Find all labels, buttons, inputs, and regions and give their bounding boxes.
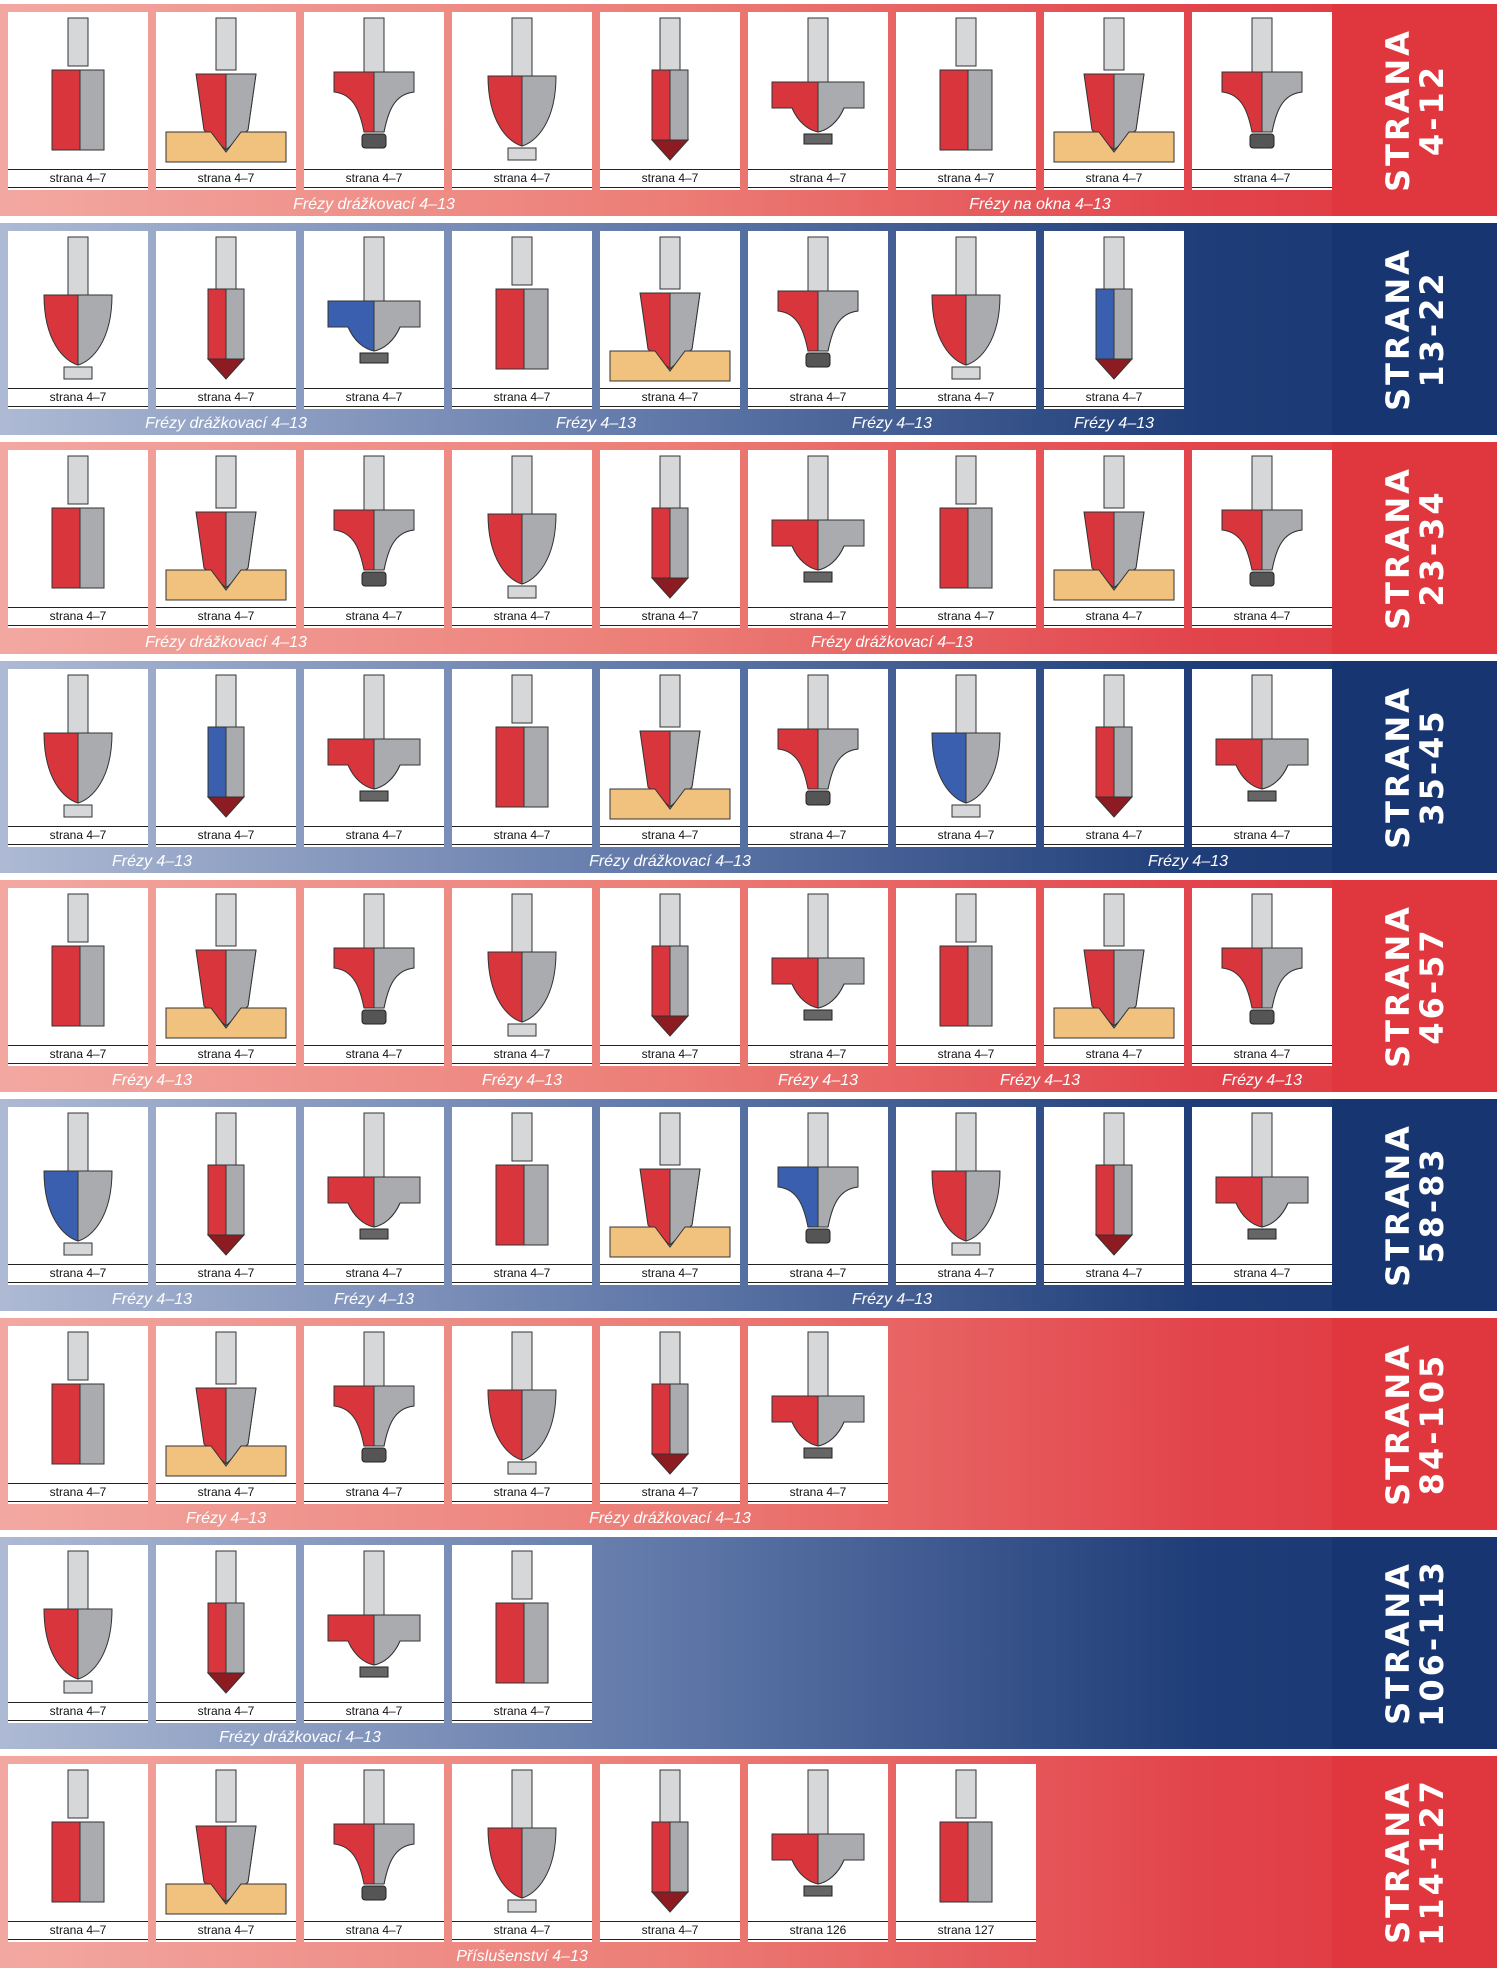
tile-caption: strana 4–7 — [600, 1045, 740, 1064]
page-range-label — [1378, 1778, 1451, 1946]
tile-caption: strana 4–7 — [748, 388, 888, 407]
tile-caption: strana 4–7 — [8, 826, 148, 845]
tile-caption: strana 4–7 — [304, 388, 444, 407]
tile-caption: strana 4–7 — [8, 1921, 148, 1940]
product-tile — [304, 669, 444, 847]
router-bit-icon — [1192, 450, 1332, 605]
product-tile — [896, 669, 1036, 847]
category-group-label: Frézy 4–13 — [333, 1291, 415, 1308]
tile-caption: strana 4–7 — [304, 826, 444, 845]
category-group-label: Frézy drážkovací 4–13 — [145, 634, 307, 651]
page-band-1 — [0, 4, 1497, 216]
tile-caption: strana 4–7 — [8, 169, 148, 188]
page-band-3 — [0, 442, 1497, 654]
tile-caption: strana 4–7 — [8, 1045, 148, 1064]
product-tile — [452, 888, 592, 1066]
router-bit-icon — [452, 888, 592, 1043]
router-bit-icon — [1044, 231, 1184, 386]
router-bit-icon — [156, 12, 296, 167]
tile-caption: strana 4–7 — [304, 1921, 444, 1940]
page-range-number: 23-34 — [1412, 489, 1451, 607]
tile-caption: strana 4–7 — [1192, 1264, 1332, 1283]
product-tile — [452, 669, 592, 847]
router-bit-icon — [600, 12, 740, 167]
category-group-label: Frézy 4–13 — [1221, 1072, 1303, 1089]
page-range-tab — [1332, 4, 1497, 216]
router-bit-icon — [896, 231, 1036, 386]
product-tile — [1192, 1107, 1332, 1285]
page-range-label — [1378, 28, 1451, 192]
router-bit-icon — [304, 1545, 444, 1700]
product-tile — [8, 1107, 148, 1285]
router-bit-icon — [8, 1107, 148, 1262]
strana-word: STRANA — [1378, 1780, 1417, 1944]
category-group-label: Příslušenství 4–13 — [456, 1948, 588, 1965]
category-group-label: Frézy 4–13 — [185, 1510, 267, 1527]
router-bit-icon — [156, 1107, 296, 1262]
category-group-label: Frézy 4–13 — [999, 1072, 1081, 1089]
tile-caption: strana 4–7 — [896, 1045, 1036, 1064]
router-bit-icon — [452, 231, 592, 386]
tile-caption: strana 4–7 — [600, 1921, 740, 1940]
router-bit-icon — [1192, 669, 1332, 824]
router-bit-icon — [1044, 450, 1184, 605]
router-bit-icon — [1044, 888, 1184, 1043]
tile-caption: strana 4–7 — [452, 1483, 592, 1502]
router-bit-icon — [748, 669, 888, 824]
product-tile — [1192, 12, 1332, 190]
page-band-9 — [0, 1756, 1497, 1968]
router-bit-icon — [8, 12, 148, 167]
page-range-tab — [1332, 1756, 1497, 1968]
product-tile — [8, 669, 148, 847]
product-tile — [1044, 450, 1184, 628]
page-range-number: 4-12 — [1412, 63, 1451, 157]
page-range-tab — [1332, 1537, 1497, 1749]
product-tile — [304, 1326, 444, 1504]
page-range-label — [1378, 466, 1451, 630]
tile-caption: strana 4–7 — [748, 1264, 888, 1283]
category-group-label: Frézy 4–13 — [777, 1072, 859, 1089]
page-range-tab — [1332, 1318, 1497, 1530]
product-tile — [896, 1107, 1036, 1285]
tile-caption: strana 4–7 — [304, 1483, 444, 1502]
router-bit-icon — [748, 450, 888, 605]
tile-caption: strana 4–7 — [452, 1045, 592, 1064]
product-tile — [304, 1545, 444, 1723]
page-range-label — [1378, 1123, 1451, 1287]
product-tile — [156, 669, 296, 847]
product-tile — [8, 1545, 148, 1723]
product-tile — [896, 231, 1036, 409]
router-bit-icon — [8, 669, 148, 824]
category-group-label: Frézy 4–13 — [555, 415, 637, 432]
router-bit-icon — [452, 12, 592, 167]
tile-caption: strana 4–7 — [748, 169, 888, 188]
router-bit-icon — [452, 1326, 592, 1481]
product-tile — [600, 888, 740, 1066]
product-tile — [748, 888, 888, 1066]
router-bit-icon — [748, 12, 888, 167]
tile-caption: strana 4–7 — [896, 607, 1036, 626]
router-bit-icon — [748, 1326, 888, 1481]
page-range-label — [1378, 904, 1451, 1068]
tile-caption: strana 4–7 — [304, 1045, 444, 1064]
product-tile — [1192, 450, 1332, 628]
router-bit-icon — [156, 669, 296, 824]
router-bit-icon — [304, 888, 444, 1043]
page-band-2 — [0, 223, 1497, 435]
product-tile — [1044, 888, 1184, 1066]
tile-caption: strana 4–7 — [1192, 826, 1332, 845]
product-tile — [304, 12, 444, 190]
tile-caption: strana 4–7 — [304, 1702, 444, 1721]
router-bit-icon — [1044, 12, 1184, 167]
tile-caption: strana 4–7 — [1192, 607, 1332, 626]
page-range-number: 46-57 — [1412, 927, 1451, 1045]
product-tile — [8, 888, 148, 1066]
strana-word: STRANA — [1378, 685, 1417, 849]
tile-caption: strana 127 — [896, 1921, 1036, 1940]
product-tile — [304, 1764, 444, 1942]
product-tile — [1192, 888, 1332, 1066]
product-tile — [8, 1764, 148, 1942]
tile-caption: strana 4–7 — [8, 607, 148, 626]
tile-caption: strana 4–7 — [896, 388, 1036, 407]
tile-caption: strana 4–7 — [896, 826, 1036, 845]
product-tile — [452, 12, 592, 190]
product-tile — [156, 1326, 296, 1504]
router-bit-icon — [600, 231, 740, 386]
tile-caption: strana 4–7 — [748, 1045, 888, 1064]
product-tile — [748, 1107, 888, 1285]
router-bit-icon — [600, 1764, 740, 1919]
strana-word: STRANA — [1378, 466, 1417, 630]
product-tile — [748, 12, 888, 190]
tile-caption: strana 4–7 — [156, 1045, 296, 1064]
page-range-label — [1378, 685, 1451, 849]
page-range-number: 58-83 — [1412, 1146, 1451, 1264]
router-bit-icon — [8, 231, 148, 386]
router-bit-icon — [748, 1764, 888, 1919]
product-tile — [1044, 12, 1184, 190]
router-bit-icon — [1044, 669, 1184, 824]
tile-caption: strana 4–7 — [748, 826, 888, 845]
tile-caption: strana 4–7 — [304, 169, 444, 188]
product-tile — [1044, 1107, 1184, 1285]
product-tile — [896, 12, 1036, 190]
tile-caption: strana 4–7 — [304, 1264, 444, 1283]
tile-caption: strana 4–7 — [156, 1921, 296, 1940]
product-tile — [600, 1764, 740, 1942]
router-bit-icon — [304, 1326, 444, 1481]
page-range-label — [1378, 1342, 1451, 1506]
tile-caption: strana 4–7 — [452, 1702, 592, 1721]
router-bit-icon — [748, 1107, 888, 1262]
page-range-tab — [1332, 880, 1497, 1092]
product-tile — [748, 231, 888, 409]
router-bit-icon — [8, 450, 148, 605]
product-tile — [600, 1107, 740, 1285]
product-tile — [156, 888, 296, 1066]
router-bit-icon — [8, 1545, 148, 1700]
tile-caption: strana 4–7 — [304, 607, 444, 626]
router-bit-icon — [1192, 12, 1332, 167]
page-band-8 — [0, 1537, 1497, 1749]
product-tile — [8, 1326, 148, 1504]
product-tile — [748, 450, 888, 628]
router-bit-icon — [452, 1764, 592, 1919]
product-tile — [156, 1764, 296, 1942]
router-bit-icon — [600, 1326, 740, 1481]
tile-caption: strana 4–7 — [896, 1264, 1036, 1283]
page-band-6 — [0, 1099, 1497, 1311]
tile-caption: strana 4–7 — [156, 607, 296, 626]
router-bit-icon — [896, 1107, 1036, 1262]
tile-caption: strana 4–7 — [452, 1921, 592, 1940]
product-tile — [896, 450, 1036, 628]
tile-caption: strana 4–7 — [8, 388, 148, 407]
product-tile — [748, 669, 888, 847]
category-group-label: Frézy 4–13 — [111, 1072, 193, 1089]
router-bit-icon — [600, 450, 740, 605]
router-bit-icon — [1192, 1107, 1332, 1262]
router-bit-icon — [1044, 1107, 1184, 1262]
tile-caption: strana 4–7 — [8, 1483, 148, 1502]
product-tile — [452, 1764, 592, 1942]
page-range-number: 84-105 — [1412, 1352, 1451, 1496]
tile-caption: strana 4–7 — [600, 607, 740, 626]
strana-word: STRANA — [1378, 28, 1417, 192]
tile-caption: strana 4–7 — [1044, 388, 1184, 407]
strana-word: STRANA — [1378, 1561, 1417, 1725]
router-bit-icon — [156, 1326, 296, 1481]
strana-word: STRANA — [1378, 247, 1417, 411]
product-tile — [452, 1326, 592, 1504]
tile-caption: strana 4–7 — [156, 1264, 296, 1283]
product-tile — [8, 12, 148, 190]
router-bit-icon — [452, 450, 592, 605]
router-bit-icon — [896, 12, 1036, 167]
tile-caption: strana 4–7 — [748, 607, 888, 626]
product-tile — [304, 888, 444, 1066]
category-group-label: Frézy 4–13 — [1147, 853, 1229, 870]
router-bit-icon — [156, 231, 296, 386]
tile-caption: strana 4–7 — [1044, 169, 1184, 188]
product-tile — [156, 231, 296, 409]
product-tile — [452, 1545, 592, 1723]
router-bit-icon — [1192, 888, 1332, 1043]
tile-caption: strana 4–7 — [748, 1483, 888, 1502]
router-bit-icon — [156, 888, 296, 1043]
category-group-label: Frézy 4–13 — [111, 853, 193, 870]
strana-word: STRANA — [1378, 904, 1417, 1068]
product-tile — [600, 1326, 740, 1504]
tile-caption: strana 4–7 — [1192, 1045, 1332, 1064]
router-bit-icon — [600, 1107, 740, 1262]
product-tile — [896, 1764, 1036, 1942]
router-bit-icon — [896, 669, 1036, 824]
product-tile — [156, 12, 296, 190]
router-bit-icon — [8, 1326, 148, 1481]
category-group-label: Frézy 4–13 — [851, 1291, 933, 1308]
category-group-label: Frézy na okna 4–13 — [969, 196, 1111, 213]
tile-caption: strana 4–7 — [600, 1483, 740, 1502]
category-group-label: Frézy 4–13 — [111, 1291, 193, 1308]
page-band-5 — [0, 880, 1497, 1092]
page-band-7 — [0, 1318, 1497, 1530]
tile-caption: strana 4–7 — [1044, 1045, 1184, 1064]
product-tile — [452, 231, 592, 409]
router-bit-icon — [896, 450, 1036, 605]
router-bit-icon — [156, 1764, 296, 1919]
product-tile — [1192, 669, 1332, 847]
product-tile — [304, 231, 444, 409]
page-range-tab — [1332, 223, 1497, 435]
product-tile — [156, 1545, 296, 1723]
category-group-label: Frézy 4–13 — [851, 415, 933, 432]
product-tile — [1044, 231, 1184, 409]
category-group-label: Frézy 4–13 — [481, 1072, 563, 1089]
category-group-label: Frézy drážkovací 4–13 — [589, 1510, 751, 1527]
router-bit-icon — [896, 1764, 1036, 1919]
tile-caption: strana 4–7 — [156, 1702, 296, 1721]
router-bit-icon — [304, 1107, 444, 1262]
category-group-label: Frézy drážkovací 4–13 — [589, 853, 751, 870]
product-tile — [304, 1107, 444, 1285]
page-band-4 — [0, 661, 1497, 873]
router-bit-icon — [156, 450, 296, 605]
router-bit-icon — [8, 1764, 148, 1919]
tile-caption: strana 4–7 — [8, 1264, 148, 1283]
product-tile — [452, 450, 592, 628]
strana-word: STRANA — [1378, 1123, 1417, 1287]
product-tile — [452, 1107, 592, 1285]
tile-caption: strana 4–7 — [1192, 169, 1332, 188]
tile-caption: strana 4–7 — [452, 607, 592, 626]
product-tile — [1044, 669, 1184, 847]
tile-caption: strana 4–7 — [156, 169, 296, 188]
strana-word: STRANA — [1378, 1342, 1417, 1506]
router-bit-icon — [452, 1545, 592, 1700]
product-tile — [600, 231, 740, 409]
product-tile — [8, 231, 148, 409]
tile-caption: strana 4–7 — [452, 388, 592, 407]
category-group-label: Frézy drážkovací 4–13 — [219, 1729, 381, 1746]
router-bit-icon — [156, 1545, 296, 1700]
tile-caption: strana 4–7 — [600, 826, 740, 845]
category-group-label: Frézy drážkovací 4–13 — [293, 196, 455, 213]
tile-caption: strana 4–7 — [600, 1264, 740, 1283]
tile-caption: strana 4–7 — [156, 1483, 296, 1502]
page-range-label — [1378, 247, 1451, 411]
router-bit-icon — [304, 450, 444, 605]
router-bit-icon — [600, 669, 740, 824]
tile-caption: strana 126 — [748, 1921, 888, 1940]
product-tile — [600, 669, 740, 847]
product-tile — [600, 450, 740, 628]
page-range-number: 35-45 — [1412, 708, 1451, 826]
product-tile — [748, 1326, 888, 1504]
page-range-label — [1378, 1559, 1451, 1727]
product-tile — [8, 450, 148, 628]
page-range-number: 114-127 — [1412, 1778, 1451, 1946]
tile-caption: strana 4–7 — [8, 1702, 148, 1721]
page-range-number: 13-22 — [1412, 270, 1451, 388]
router-bit-icon — [896, 888, 1036, 1043]
router-bit-icon — [304, 12, 444, 167]
product-tile — [156, 450, 296, 628]
page-range-tab — [1332, 661, 1497, 873]
tile-caption: strana 4–7 — [1044, 826, 1184, 845]
router-bit-icon — [600, 888, 740, 1043]
tile-caption: strana 4–7 — [1044, 607, 1184, 626]
category-group-label: Frézy drážkovací 4–13 — [811, 634, 973, 651]
router-bit-icon — [452, 669, 592, 824]
tile-caption: strana 4–7 — [600, 169, 740, 188]
tile-caption: strana 4–7 — [452, 1264, 592, 1283]
tile-caption: strana 4–7 — [600, 388, 740, 407]
page-range-number: 106-113 — [1412, 1559, 1451, 1727]
product-tile — [748, 1764, 888, 1942]
router-bit-icon — [304, 1764, 444, 1919]
product-tile — [600, 12, 740, 190]
tile-caption: strana 4–7 — [156, 388, 296, 407]
router-bit-icon — [304, 669, 444, 824]
router-bit-icon — [8, 888, 148, 1043]
tile-caption: strana 4–7 — [156, 826, 296, 845]
router-bit-icon — [304, 231, 444, 386]
page-range-tab — [1332, 1099, 1497, 1311]
page-range-tab — [1332, 442, 1497, 654]
tile-caption: strana 4–7 — [452, 169, 592, 188]
product-tile — [156, 1107, 296, 1285]
router-bit-icon — [748, 888, 888, 1043]
tile-caption: strana 4–7 — [896, 169, 1036, 188]
tile-caption: strana 4–7 — [452, 826, 592, 845]
product-tile — [304, 450, 444, 628]
product-tile — [896, 888, 1036, 1066]
tile-caption: strana 4–7 — [1044, 1264, 1184, 1283]
category-group-label: Frézy drážkovací 4–13 — [145, 415, 307, 432]
category-group-label: Frézy 4–13 — [1073, 415, 1155, 432]
router-bit-icon — [452, 1107, 592, 1262]
router-bit-icon — [748, 231, 888, 386]
